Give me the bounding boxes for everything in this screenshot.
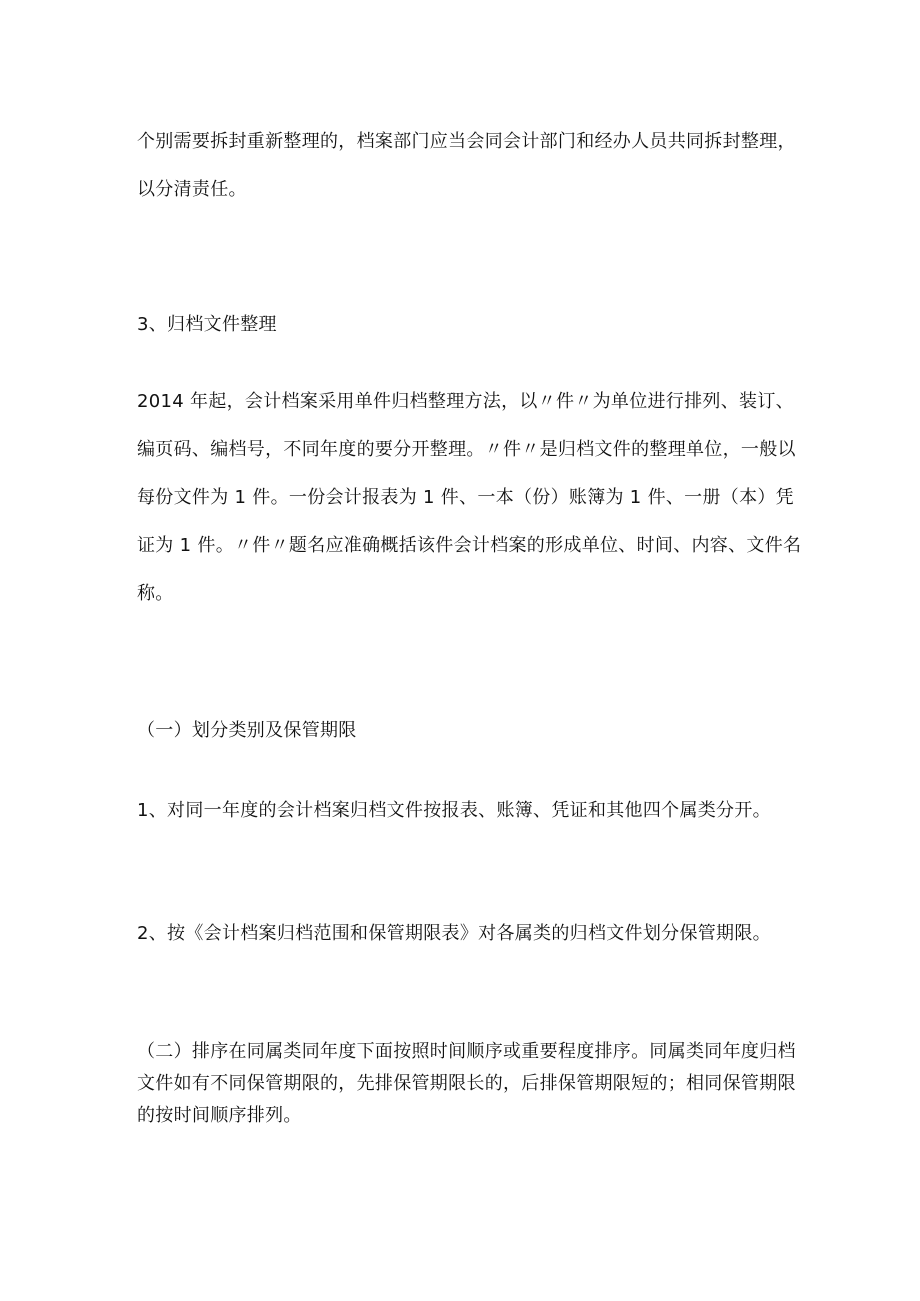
paragraph-sorting-rules: （二）排序在同属类同年度下面按照时间顺序或重要程度排序。同属类同年度归档文件如有不同保管期限的，先排保管期限长的，后排保管期限短的；相同保管期限的按时间顺序排列。 bbox=[137, 1041, 796, 1126]
paragraph-single-item-method: 2014 年起，会计档案采用单件归档整理方法，以〃件〃为单位进行排列、装订、编页码、编档号，不同年度的要分开整理。〃件〃是归档文件的整理单位，一般以每份文件为 1 件。一份会计报表为 1 件、一本（份）账簿为 1 件、一册（本）凭证为 1 件。〃件〃题名应准确概括该件会计档案的形成单位、时间、内容、文件名称。 bbox=[137, 391, 802, 604]
heading-archive-file-arrangement: 3、归档文件整理 bbox=[137, 314, 277, 335]
paragraph-item-2-retention: 2、按《会计档案归档范围和保管期限表》对各属类的归档文件划分保管期限。 bbox=[137, 923, 771, 944]
heading-category-retention: （一）划分类别及保管期限 bbox=[137, 720, 357, 741]
paragraph-unseal-responsibility: 个别需要拆封重新整理的，档案部门应当会同会计部门和经办人员共同拆封整理，以分清责任。 bbox=[137, 131, 796, 200]
paragraph-item-1-categories: 1、对同一年度的会计档案归档文件按报表、账簿、凭证和其他四个属类分开。 bbox=[137, 800, 771, 821]
